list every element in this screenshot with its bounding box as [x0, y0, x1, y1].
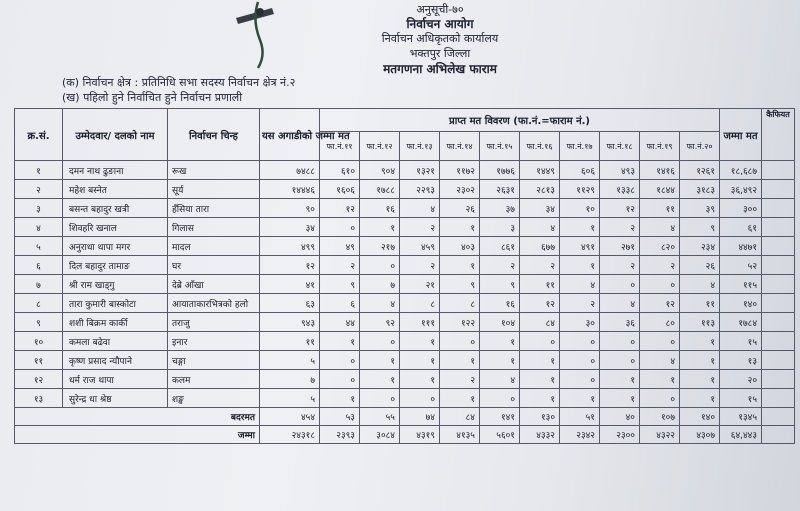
form-value-cell: ६७७	[520, 237, 560, 256]
candidate-name-cell: कृष्ण प्रसाद न्यौपाने	[63, 351, 168, 370]
form-value-cell: २२९३	[400, 180, 440, 199]
form-value-cell: ४	[600, 294, 640, 313]
form-value-cell: ०	[600, 332, 640, 351]
remarks-cell	[762, 313, 795, 332]
form-value-cell: १	[600, 389, 640, 408]
form-value-cell: १	[440, 351, 480, 370]
form-title: मतगणना अभिलेख फाराम	[383, 62, 497, 76]
form-value-cell: ४	[400, 199, 440, 218]
candidate-name-cell: श्री राम खाड्‌गु	[63, 275, 168, 294]
remarks-cell	[762, 237, 795, 256]
form-value-cell: ०	[640, 332, 680, 351]
remarks-cell	[762, 294, 795, 313]
col-form-6: फा.नं.१७	[560, 132, 600, 161]
serial-cell: ३	[15, 199, 63, 218]
col-form-2: फा.नं.१३	[400, 132, 440, 161]
form-value-cell: १	[680, 370, 720, 389]
form-value-cell: २	[400, 218, 440, 237]
previous-total-cell: ९०	[260, 199, 320, 218]
invalid-v5: १३०	[520, 408, 560, 426]
col-form-8: फा.नं.१९	[640, 132, 680, 161]
form-value-cell: १११	[400, 313, 440, 332]
form-value-cell: ९	[680, 218, 720, 237]
candidate-name-cell: धर्म राज थापा	[63, 370, 168, 389]
grand-v2: ४३१९	[400, 426, 440, 444]
form-value-cell: १७८८	[360, 180, 400, 199]
form-value-cell: ८०	[640, 313, 680, 332]
col-form-5: फा.नं.१६	[520, 132, 560, 161]
commission-name: निर्वाचन आयोग	[406, 17, 474, 31]
col-candidate: उम्मेदवार/ दलको नाम	[63, 109, 168, 161]
form-value-cell: २	[600, 218, 640, 237]
constituency-line: (क) निर्वाचन क्षेत्र : प्रतिनिधि सभा सदस्य निर्वाचन क्षेत्र नं.२	[62, 76, 296, 89]
candidate-row	[15, 332, 795, 351]
previous-total-cell: १४४४६	[260, 180, 320, 199]
candidate-row	[15, 199, 795, 218]
total-cell: ११५	[720, 275, 762, 294]
invalid-v9: १४०	[680, 408, 720, 426]
form-value-cell: १	[480, 351, 520, 370]
form-value-cell: १	[360, 218, 400, 237]
form-value-cell: ४५९	[400, 237, 440, 256]
total-cell: १३	[720, 351, 762, 370]
form-value-cell: ९	[480, 275, 520, 294]
grand-total: ६४,४४३	[720, 426, 762, 444]
binder-pin-icon	[232, 0, 292, 70]
grand-remarks	[762, 426, 795, 444]
form-value-cell: ४	[360, 294, 400, 313]
remarks-cell	[762, 161, 795, 180]
office-name: निर्वाचन अधिकृतको कार्यालय	[381, 32, 499, 45]
form-value-cell: १	[400, 370, 440, 389]
symbol-cell: घर	[168, 256, 260, 275]
form-value-cell: ८	[400, 294, 440, 313]
form-value-cell: २७१	[600, 237, 640, 256]
form-value-cell: १	[680, 389, 720, 408]
invalid-v8: १०७	[640, 408, 680, 426]
remarks-cell	[762, 256, 795, 275]
serial-cell: ८	[15, 294, 63, 313]
grand-v1: ३०८४	[360, 426, 400, 444]
previous-total-cell: ११	[260, 332, 320, 351]
symbol-cell: गिलास	[168, 218, 260, 237]
previous-total-cell: ५	[260, 389, 320, 408]
form-value-cell: १	[360, 351, 400, 370]
form-value-cell: ९०४	[360, 161, 400, 180]
candidate-row	[15, 313, 795, 332]
invalid-v0: ५३	[320, 408, 360, 426]
form-value-cell: ८२०	[640, 237, 680, 256]
form-value-cell: २३४	[680, 237, 720, 256]
invalid-v1: ५५	[360, 408, 400, 426]
form-value-cell: १२२	[440, 313, 480, 332]
form-value-cell: १४४९	[520, 161, 560, 180]
form-value-cell: १८४४	[640, 180, 680, 199]
previous-total-cell: ६३	[260, 294, 320, 313]
form-value-cell: १	[560, 256, 600, 275]
candidate-row	[15, 256, 795, 275]
form-value-cell: १	[320, 332, 360, 351]
form-value-cell: १	[320, 389, 360, 408]
total-cell: ६१	[720, 218, 762, 237]
invalid-v7: ४०	[600, 408, 640, 426]
form-value-cell: ०	[560, 351, 600, 370]
form-value-cell: ४	[680, 275, 720, 294]
grand-v7: २३००	[600, 426, 640, 444]
form-value-cell: १२	[520, 294, 560, 313]
form-value-cell: २	[320, 256, 360, 275]
total-cell: ३६,४९२	[720, 180, 762, 199]
form-value-cell: १	[520, 351, 560, 370]
form-value-cell: १३२१	[400, 161, 440, 180]
serial-cell: २	[15, 180, 63, 199]
symbol-cell: आयाताकारभित्रको हलो	[168, 294, 260, 313]
total-cell: ४४७१	[720, 237, 762, 256]
serial-cell: १३	[15, 389, 63, 408]
form-value-cell: ०	[600, 275, 640, 294]
form-value-cell: १६०६	[320, 180, 360, 199]
invalid-v4: १४१	[480, 408, 520, 426]
form-value-cell: ४४	[320, 313, 360, 332]
form-value-cell: ०	[360, 332, 400, 351]
candidate-row	[15, 351, 795, 370]
form-value-cell: २६	[440, 199, 480, 218]
symbol-cell: कलम	[168, 370, 260, 389]
total-cell: १५	[720, 389, 762, 408]
symbol-cell: तराजु	[168, 313, 260, 332]
form-value-cell: १६	[360, 199, 400, 218]
previous-total-cell: ७४८८	[260, 161, 320, 180]
form-value-cell: ०	[360, 389, 400, 408]
candidate-row	[15, 161, 795, 180]
serial-cell: १२	[15, 370, 63, 389]
form-value-cell: ११	[680, 294, 720, 313]
remarks-cell	[762, 351, 795, 370]
grand-v3: ४१३५	[440, 426, 480, 444]
col-symbol: निर्वाचन चिन्ह	[168, 109, 260, 161]
candidate-name-cell: शिवहरि खनाल	[63, 218, 168, 237]
form-value-cell: १	[440, 389, 480, 408]
form-value-cell: १७७६	[480, 161, 520, 180]
form-value-cell: १२	[640, 294, 680, 313]
col-received-group: प्राप्त मत विवरण (फा.नं.=फाराम नं.)	[320, 109, 720, 132]
form-value-cell: ११२९	[560, 180, 600, 199]
candidate-row	[15, 294, 795, 313]
candidate-row	[15, 218, 795, 237]
form-value-cell: १०४	[480, 313, 520, 332]
serial-cell: ४	[15, 218, 63, 237]
form-value-cell: २	[400, 256, 440, 275]
form-value-cell: ०	[400, 389, 440, 408]
symbol-cell: चङ्गा	[168, 351, 260, 370]
form-value-cell: २	[520, 256, 560, 275]
form-value-cell: २	[480, 256, 520, 275]
candidate-name-cell: बसन्त बहादुर खत्री	[63, 199, 168, 218]
annex-number: अनुसूची-७०	[416, 3, 464, 16]
system-line: (ख) पहिलो हुने निर्वाचित हुने निर्वाचन प्रणाली	[62, 91, 243, 104]
form-value-cell: २१७	[360, 237, 400, 256]
candidate-name-cell: दिल बहादुर तामाङ	[63, 256, 168, 275]
serial-cell: १	[15, 161, 63, 180]
district-name: भक्तपुर जिल्ला	[409, 47, 471, 60]
col-serial: क्र.सं.	[15, 109, 63, 161]
form-value-cell: २	[560, 294, 600, 313]
grand-v5: ४३३२	[520, 426, 560, 444]
form-value-cell: ११३	[680, 313, 720, 332]
form-value-cell: १	[680, 351, 720, 370]
total-cell: ३००	[720, 199, 762, 218]
candidate-row	[15, 180, 795, 199]
serial-cell: ६	[15, 256, 63, 275]
form-value-cell: २६	[680, 256, 720, 275]
form-value-cell: १	[520, 389, 560, 408]
form-value-cell: ४९३	[600, 161, 640, 180]
grand-v4: ५६०१	[480, 426, 520, 444]
serial-cell: ७	[15, 275, 63, 294]
invalid-label: बदरमत	[15, 408, 260, 426]
form-value-cell: १	[480, 332, 520, 351]
form-value-cell: ०	[320, 218, 360, 237]
candidate-name-cell: सुरेन्द्र धा श्रेष्ठ	[63, 389, 168, 408]
symbol-cell: इनार	[168, 332, 260, 351]
remarks-cell	[762, 275, 795, 294]
form-value-cell: १	[640, 370, 680, 389]
form-value-cell: १	[560, 218, 600, 237]
symbol-cell: हँसिया तारा	[168, 199, 260, 218]
grand-v9: ४३०७	[680, 426, 720, 444]
total-cell: १४०	[720, 294, 762, 313]
previous-total-cell: ४१	[260, 275, 320, 294]
invalid-votes-row	[15, 408, 795, 426]
candidate-row	[15, 237, 795, 256]
form-value-cell: ८४	[520, 313, 560, 332]
previous-total-cell: ४९९	[260, 237, 320, 256]
form-value-cell: ४९	[320, 237, 360, 256]
form-value-cell: ०	[560, 332, 600, 351]
form-value-cell: ०	[360, 256, 400, 275]
form-value-cell: ८	[440, 294, 480, 313]
symbol-cell: शङ्ख	[168, 389, 260, 408]
form-value-cell: १	[400, 351, 440, 370]
form-value-cell: ०	[440, 332, 480, 351]
previous-total-cell: ५	[260, 351, 320, 370]
total-cell: १८,६८७	[720, 161, 762, 180]
invalid-v3: ८४	[440, 408, 480, 426]
form-value-cell: ४	[520, 218, 560, 237]
grand-v0: २३९३	[320, 426, 360, 444]
col-previous: यस अगाडीको जम्मा मत	[260, 109, 320, 161]
symbol-cell: सूर्य	[168, 180, 260, 199]
symbol-cell: देब्रे आँखा	[168, 275, 260, 294]
form-value-cell: ११	[640, 199, 680, 218]
form-value-cell: १	[600, 370, 640, 389]
form-value-cell: १२	[320, 199, 360, 218]
form-value-cell: ६	[320, 294, 360, 313]
serial-cell: ५	[15, 237, 63, 256]
form-value-cell: ४	[640, 351, 680, 370]
form-value-cell: २१	[400, 275, 440, 294]
previous-total-cell: १२	[260, 256, 320, 275]
form-value-cell: ०	[640, 275, 680, 294]
col-form-3: फा.नं.१४	[440, 132, 480, 161]
symbol-cell: रूख	[168, 161, 260, 180]
form-value-cell: ३४	[520, 199, 560, 218]
candidate-name-cell: तारा कुमारी बास्कोटा	[63, 294, 168, 313]
form-value-cell: १	[440, 256, 480, 275]
remarks-cell	[762, 389, 795, 408]
form-value-cell: ०	[560, 370, 600, 389]
grand-total-label: जम्मा	[15, 426, 260, 444]
previous-total-cell: ३४	[260, 218, 320, 237]
total-cell: १५	[720, 332, 762, 351]
form-value-cell: ७	[360, 275, 400, 294]
form-value-cell: ३७	[480, 199, 520, 218]
remarks-cell	[762, 180, 795, 199]
form-value-cell: २६३१	[480, 180, 520, 199]
col-form-4: फा.नं.१५	[480, 132, 520, 161]
serial-cell: ११	[15, 351, 63, 370]
grand-v8: ४३२२	[640, 426, 680, 444]
form-value-cell: ०	[520, 332, 560, 351]
remarks-cell	[762, 370, 795, 389]
form-value-cell: १	[680, 332, 720, 351]
candidate-name-cell: महेश बस्नेत	[63, 180, 168, 199]
total-cell: ५२	[720, 256, 762, 275]
form-value-cell: १	[560, 389, 600, 408]
form-value-cell: ४	[640, 218, 680, 237]
form-value-cell: ०	[320, 351, 360, 370]
form-value-cell: ०	[480, 389, 520, 408]
serial-cell: १०	[15, 332, 63, 351]
form-value-cell: ३	[480, 218, 520, 237]
form-value-cell: ३०	[560, 313, 600, 332]
col-form-1: फा.नं.१२	[360, 132, 400, 161]
form-value-cell: १२६१	[680, 161, 720, 180]
candidate-row	[15, 370, 795, 389]
form-value-cell: १	[520, 370, 560, 389]
form-value-cell: २८१३	[520, 180, 560, 199]
candidate-name-cell: दमन नाथ ढुङाना	[63, 161, 168, 180]
form-value-cell: ९२	[360, 313, 400, 332]
invalid-remarks	[762, 408, 795, 426]
grand-v6: २३४२	[560, 426, 600, 444]
form-value-cell: २३०२	[440, 180, 480, 199]
form-value-cell: ११	[520, 275, 560, 294]
total-cell: १७८४	[720, 313, 762, 332]
remarks-cell	[762, 332, 795, 351]
form-value-cell: ४०३	[440, 237, 480, 256]
form-value-cell: ०	[320, 370, 360, 389]
form-value-cell: २	[600, 256, 640, 275]
form-value-cell: ९	[320, 275, 360, 294]
form-value-cell: ३६	[600, 313, 640, 332]
form-value-cell: २	[440, 370, 480, 389]
previous-total-cell: ९४३	[260, 313, 320, 332]
invalid-total: १३४५	[720, 408, 762, 426]
form-value-cell: १०	[560, 199, 600, 218]
form-value-cell: १२	[600, 199, 640, 218]
form-value-cell: १	[400, 332, 440, 351]
col-form-0: फा.नं.११	[320, 132, 360, 161]
form-value-cell: ९	[440, 275, 480, 294]
form-value-cell: ६०६	[560, 161, 600, 180]
remarks-cell	[762, 199, 795, 218]
serial-cell: ९	[15, 313, 63, 332]
form-value-cell: १	[360, 370, 400, 389]
form-value-cell: १६	[480, 294, 520, 313]
invalid-prev: ४५४	[260, 408, 320, 426]
form-value-cell: ४९१	[560, 237, 600, 256]
symbol-cell: मादल	[168, 237, 260, 256]
form-value-cell: १	[440, 218, 480, 237]
form-value-cell: ४	[560, 275, 600, 294]
form-value-cell: ३९	[680, 199, 720, 218]
col-form-7: फा.नं.१८	[600, 132, 640, 161]
previous-total-cell: ७	[260, 370, 320, 389]
form-value-cell: ८६१	[480, 237, 520, 256]
candidate-row	[15, 275, 795, 294]
form-value-cell: ४	[480, 370, 520, 389]
form-value-cell: ०	[640, 389, 680, 408]
col-total: जम्मा मत	[720, 109, 762, 161]
form-value-cell: २	[640, 256, 680, 275]
form-value-cell: १३३८	[600, 180, 640, 199]
total-cell: २०	[720, 370, 762, 389]
invalid-v6: ५१	[560, 408, 600, 426]
candidate-name-cell: शशी बिक्रम कार्की	[63, 313, 168, 332]
form-value-cell: ११७२	[440, 161, 480, 180]
grand-prev: २४३१८	[260, 426, 320, 444]
grand-total-row	[15, 426, 795, 444]
form-value-cell: ०	[600, 351, 640, 370]
col-form-9: फा.नं.२०	[680, 132, 720, 161]
vote-count-table	[14, 108, 795, 444]
candidate-name-cell: कमला बढेवा	[63, 332, 168, 351]
candidate-name-cell: अनुराधा थापा मगर	[63, 237, 168, 256]
form-value-cell: ६१०	[320, 161, 360, 180]
form-value-cell: ३१८३	[680, 180, 720, 199]
remarks-cell	[762, 218, 795, 237]
invalid-v2: ७४	[400, 408, 440, 426]
col-remarks: कैफियत	[762, 109, 795, 161]
form-value-cell: १४१६	[640, 161, 680, 180]
candidate-row	[15, 389, 795, 408]
